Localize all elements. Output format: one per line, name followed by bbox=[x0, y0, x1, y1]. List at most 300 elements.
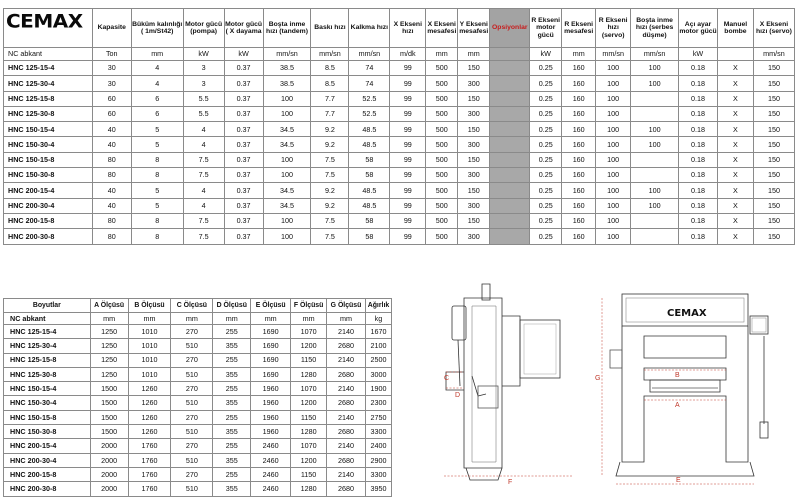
value-cell: 0.18 bbox=[679, 76, 718, 91]
value-cell: 8 bbox=[131, 152, 183, 167]
table-row bbox=[4, 91, 795, 106]
value-cell: 500 bbox=[426, 229, 458, 244]
value-cell: 300 bbox=[458, 198, 490, 213]
value-cell: 0.37 bbox=[224, 137, 263, 152]
table-row bbox=[4, 325, 392, 339]
value-cell: 100 bbox=[596, 106, 631, 121]
dimensions-header-row bbox=[4, 299, 392, 313]
value-cell: 500 bbox=[426, 106, 458, 121]
value-cell: 1960 bbox=[251, 425, 291, 439]
value-cell: 2140 bbox=[327, 467, 366, 481]
value-cell: 2460 bbox=[251, 482, 291, 496]
value-cell: 7.5 bbox=[183, 152, 224, 167]
header-cell: Motor gücü ( X dayama bbox=[224, 9, 263, 48]
value-cell: 1150 bbox=[291, 353, 327, 367]
value-cell: 355 bbox=[213, 425, 251, 439]
unit-cell: mm/sn bbox=[263, 48, 311, 61]
value-cell: 100 bbox=[263, 91, 311, 106]
value-cell: 1500 bbox=[90, 396, 128, 410]
header-cell: Y Ekseni mesafesi bbox=[458, 9, 490, 48]
value-cell: X bbox=[717, 183, 753, 198]
value-cell: 150 bbox=[458, 213, 490, 228]
value-cell: 2140 bbox=[327, 325, 366, 339]
model-cell: HNC 125-30-8 bbox=[4, 106, 93, 121]
value-cell: 2680 bbox=[327, 453, 366, 467]
model-cell: HNC 150-15-4 bbox=[4, 382, 91, 396]
value-cell: 58 bbox=[349, 229, 390, 244]
side-view-drawing bbox=[442, 276, 584, 488]
model-cell: HNC 200-30-8 bbox=[4, 229, 93, 244]
model-cell: HNC 150-30-8 bbox=[4, 168, 93, 183]
model-cell: HNC 150-15-8 bbox=[4, 152, 93, 167]
label-c: C bbox=[444, 375, 450, 382]
value-cell: 2000 bbox=[90, 482, 128, 496]
row-label-cell: NC abkant bbox=[4, 48, 93, 61]
front-view-drawing bbox=[592, 276, 797, 490]
value-cell: X bbox=[717, 61, 753, 76]
value-cell: 160 bbox=[562, 168, 596, 183]
value-cell bbox=[490, 91, 530, 106]
value-cell: 100 bbox=[263, 168, 311, 183]
value-cell: 30 bbox=[92, 76, 131, 91]
value-cell: 7.5 bbox=[183, 168, 224, 183]
table-row bbox=[4, 439, 392, 453]
value-cell: 58 bbox=[349, 168, 390, 183]
value-cell: 5 bbox=[131, 137, 183, 152]
value-cell: 0.37 bbox=[224, 183, 263, 198]
value-cell: 355 bbox=[213, 453, 251, 467]
value-cell: 510 bbox=[171, 367, 213, 381]
value-cell: 1760 bbox=[128, 453, 171, 467]
value-cell: 4 bbox=[131, 76, 183, 91]
value-cell: 7.5 bbox=[311, 229, 349, 244]
header-cell: Manuel bombe bbox=[717, 9, 753, 48]
value-cell: 99 bbox=[390, 152, 426, 167]
header-cell: B Ölçüsü bbox=[128, 299, 171, 313]
value-cell: 100 bbox=[596, 91, 631, 106]
unit-cell: Ton bbox=[92, 48, 131, 61]
value-cell: 150 bbox=[753, 137, 794, 152]
value-cell: 7.7 bbox=[311, 91, 349, 106]
value-cell: 150 bbox=[458, 122, 490, 137]
value-cell: 1200 bbox=[291, 339, 327, 353]
value-cell: 99 bbox=[390, 229, 426, 244]
table-row bbox=[4, 339, 392, 353]
table-row bbox=[4, 353, 392, 367]
value-cell: 7.5 bbox=[311, 168, 349, 183]
value-cell bbox=[631, 152, 679, 167]
value-cell: 1500 bbox=[90, 425, 128, 439]
value-cell: 1960 bbox=[251, 410, 291, 424]
value-cell: 0.25 bbox=[530, 137, 562, 152]
value-cell: 48.5 bbox=[349, 137, 390, 152]
header-cell: Kapasite bbox=[92, 9, 131, 48]
value-cell: 355 bbox=[213, 482, 251, 496]
value-cell: 160 bbox=[562, 61, 596, 76]
value-cell: 52.5 bbox=[349, 106, 390, 121]
value-cell: 160 bbox=[562, 198, 596, 213]
model-cell: HNC 125-30-4 bbox=[4, 76, 93, 91]
value-cell: 2000 bbox=[90, 439, 128, 453]
value-cell: 1070 bbox=[291, 325, 327, 339]
value-cell: 0.25 bbox=[530, 122, 562, 137]
value-cell: 270 bbox=[171, 410, 213, 424]
value-cell: 80 bbox=[92, 213, 131, 228]
value-cell: 1260 bbox=[128, 410, 171, 424]
value-cell: 60 bbox=[92, 106, 131, 121]
value-cell: 510 bbox=[171, 453, 213, 467]
value-cell: 80 bbox=[92, 152, 131, 167]
unit-cell: mm/sn bbox=[349, 48, 390, 61]
value-cell: 270 bbox=[171, 353, 213, 367]
value-cell: 0.18 bbox=[679, 152, 718, 167]
header-cell: R Ekseni hızı (servo) bbox=[596, 9, 631, 48]
value-cell: 58 bbox=[349, 152, 390, 167]
value-cell: 0.25 bbox=[530, 213, 562, 228]
table-row bbox=[4, 137, 795, 152]
value-cell: 150 bbox=[753, 183, 794, 198]
unit-cell: mm bbox=[291, 313, 327, 325]
value-cell bbox=[631, 91, 679, 106]
model-cell: HNC 125-15-8 bbox=[4, 353, 91, 367]
value-cell: 150 bbox=[753, 168, 794, 183]
value-cell: 34.5 bbox=[263, 137, 311, 152]
unit-cell: mm bbox=[327, 313, 366, 325]
value-cell: X bbox=[717, 198, 753, 213]
header-cell bbox=[4, 9, 93, 48]
value-cell: 2680 bbox=[327, 367, 366, 381]
table-row bbox=[4, 229, 795, 244]
value-cell bbox=[631, 229, 679, 244]
header-cell: Baskı hızı bbox=[311, 9, 349, 48]
value-cell: X bbox=[717, 229, 753, 244]
value-cell: 0.18 bbox=[679, 106, 718, 121]
value-cell bbox=[490, 229, 530, 244]
value-cell: 2140 bbox=[327, 382, 366, 396]
value-cell: 5 bbox=[131, 183, 183, 198]
value-cell: 2100 bbox=[365, 339, 391, 353]
value-cell: 100 bbox=[596, 137, 631, 152]
value-cell: 9.2 bbox=[311, 198, 349, 213]
value-cell: 48.5 bbox=[349, 198, 390, 213]
value-cell: 100 bbox=[631, 122, 679, 137]
table-row bbox=[4, 152, 795, 167]
table-row bbox=[4, 425, 392, 439]
value-cell: 1690 bbox=[251, 353, 291, 367]
value-cell: 1760 bbox=[128, 467, 171, 481]
value-cell: 100 bbox=[596, 183, 631, 198]
unit-cell: mm/sn bbox=[311, 48, 349, 61]
unit-cell: m/dk bbox=[390, 48, 426, 61]
value-cell bbox=[490, 183, 530, 198]
value-cell: 0.37 bbox=[224, 168, 263, 183]
value-cell: 0.25 bbox=[530, 76, 562, 91]
value-cell bbox=[631, 106, 679, 121]
value-cell: 0.18 bbox=[679, 137, 718, 152]
table-row bbox=[4, 122, 795, 137]
value-cell: 1150 bbox=[291, 410, 327, 424]
value-cell: 510 bbox=[171, 339, 213, 353]
value-cell: 1250 bbox=[90, 339, 128, 353]
value-cell: 500 bbox=[426, 122, 458, 137]
value-cell: 0.18 bbox=[679, 168, 718, 183]
header-cell: Boşta inme hızı (serbes düşme) bbox=[631, 9, 679, 48]
value-cell: 40 bbox=[92, 198, 131, 213]
unit-cell: kW bbox=[530, 48, 562, 61]
unit-cell: kW bbox=[224, 48, 263, 61]
model-cell: HNC 125-15-4 bbox=[4, 325, 91, 339]
model-cell: HNC 200-30-4 bbox=[4, 198, 93, 213]
value-cell: 99 bbox=[390, 137, 426, 152]
header-cell: Boşta inme hızı (tandem) bbox=[263, 9, 311, 48]
value-cell: 1690 bbox=[251, 339, 291, 353]
value-cell: 270 bbox=[171, 467, 213, 481]
table-row bbox=[4, 410, 392, 424]
value-cell: 1280 bbox=[291, 425, 327, 439]
value-cell: 100 bbox=[631, 76, 679, 91]
units-row bbox=[4, 48, 795, 61]
header-cell: C Ölçüsü bbox=[171, 299, 213, 313]
value-cell: 150 bbox=[458, 91, 490, 106]
unit-cell: mm/sn bbox=[596, 48, 631, 61]
value-cell: 2460 bbox=[251, 453, 291, 467]
value-cell: 300 bbox=[458, 106, 490, 121]
header-cell: Motor gücü (pompa) bbox=[183, 9, 224, 48]
value-cell: 0.37 bbox=[224, 152, 263, 167]
model-cell: HNC 125-15-4 bbox=[4, 61, 93, 76]
value-cell: 255 bbox=[213, 382, 251, 396]
value-cell: 99 bbox=[390, 122, 426, 137]
value-cell: 100 bbox=[631, 137, 679, 152]
value-cell: 0.37 bbox=[224, 76, 263, 91]
value-cell: 2000 bbox=[90, 453, 128, 467]
value-cell: 0.25 bbox=[530, 168, 562, 183]
header-cell: R Ekseni mesafesi bbox=[562, 9, 596, 48]
value-cell: 100 bbox=[596, 213, 631, 228]
value-cell: 99 bbox=[390, 106, 426, 121]
value-cell: 1070 bbox=[291, 382, 327, 396]
value-cell: 1010 bbox=[128, 367, 171, 381]
value-cell bbox=[490, 61, 530, 76]
unit-cell: mm/sn bbox=[631, 48, 679, 61]
value-cell: 38.5 bbox=[263, 76, 311, 91]
value-cell: 4 bbox=[183, 183, 224, 198]
table-row bbox=[4, 367, 392, 381]
model-cell: HNC 125-30-4 bbox=[4, 339, 91, 353]
value-cell: 6 bbox=[131, 91, 183, 106]
value-cell: X bbox=[717, 152, 753, 167]
value-cell bbox=[490, 76, 530, 91]
value-cell: 500 bbox=[426, 198, 458, 213]
value-cell: 1250 bbox=[90, 353, 128, 367]
value-cell: 300 bbox=[458, 137, 490, 152]
value-cell: 2400 bbox=[365, 439, 391, 453]
value-cell: 0.18 bbox=[679, 213, 718, 228]
unit-cell: kg bbox=[365, 313, 391, 325]
value-cell: 1150 bbox=[291, 467, 327, 481]
unit-cell: mm bbox=[171, 313, 213, 325]
value-cell: 3 bbox=[183, 61, 224, 76]
value-cell: 80 bbox=[92, 168, 131, 183]
value-cell: 100 bbox=[596, 76, 631, 91]
value-cell: 500 bbox=[426, 168, 458, 183]
unit-cell: mm bbox=[128, 313, 171, 325]
value-cell: 510 bbox=[171, 482, 213, 496]
value-cell: 1960 bbox=[251, 382, 291, 396]
value-cell: 500 bbox=[426, 183, 458, 198]
header-cell: A Ölçüsü bbox=[90, 299, 128, 313]
value-cell: 255 bbox=[213, 410, 251, 424]
value-cell: 1200 bbox=[291, 453, 327, 467]
value-cell: 300 bbox=[458, 229, 490, 244]
value-cell: 74 bbox=[349, 61, 390, 76]
value-cell: 99 bbox=[390, 213, 426, 228]
value-cell: 255 bbox=[213, 325, 251, 339]
value-cell bbox=[631, 213, 679, 228]
value-cell: 0.25 bbox=[530, 183, 562, 198]
value-cell: 1250 bbox=[90, 325, 128, 339]
label-f: F bbox=[508, 479, 513, 486]
value-cell: 160 bbox=[562, 76, 596, 91]
value-cell: 2140 bbox=[327, 439, 366, 453]
value-cell: X bbox=[717, 137, 753, 152]
value-cell: 150 bbox=[753, 198, 794, 213]
value-cell: 74 bbox=[349, 76, 390, 91]
value-cell: 150 bbox=[753, 76, 794, 91]
value-cell: 0.25 bbox=[530, 106, 562, 121]
value-cell: 300 bbox=[458, 76, 490, 91]
value-cell: 150 bbox=[753, 122, 794, 137]
logo-text: CEMAX bbox=[6, 9, 83, 33]
value-cell: 255 bbox=[213, 467, 251, 481]
value-cell: 1280 bbox=[291, 482, 327, 496]
model-cell: HNC 150-15-8 bbox=[4, 410, 91, 424]
header-cell: Açı ayar motor gücü bbox=[679, 9, 718, 48]
value-cell: 2680 bbox=[327, 339, 366, 353]
value-cell: 100 bbox=[263, 106, 311, 121]
value-cell: 160 bbox=[562, 91, 596, 106]
value-cell: 100 bbox=[631, 183, 679, 198]
model-cell: HNC 200-30-4 bbox=[4, 453, 91, 467]
model-cell: HNC 125-30-8 bbox=[4, 367, 91, 381]
value-cell: 1900 bbox=[365, 382, 391, 396]
value-cell: 150 bbox=[753, 91, 794, 106]
value-cell: 3300 bbox=[365, 425, 391, 439]
value-cell: 3300 bbox=[365, 467, 391, 481]
value-cell: 4 bbox=[131, 61, 183, 76]
model-cell: HNC 150-30-8 bbox=[4, 425, 91, 439]
value-cell: 48.5 bbox=[349, 122, 390, 137]
model-cell: HNC 200-15-8 bbox=[4, 467, 91, 481]
value-cell: X bbox=[717, 122, 753, 137]
value-cell: 100 bbox=[263, 213, 311, 228]
value-cell: 48.5 bbox=[349, 183, 390, 198]
value-cell: 160 bbox=[562, 122, 596, 137]
value-cell: 0.25 bbox=[530, 91, 562, 106]
value-cell: 100 bbox=[263, 229, 311, 244]
header-cell: X Ekseni hızı bbox=[390, 9, 426, 48]
value-cell: 2900 bbox=[365, 453, 391, 467]
value-cell: 160 bbox=[562, 152, 596, 167]
value-cell bbox=[490, 122, 530, 137]
value-cell: 2460 bbox=[251, 467, 291, 481]
value-cell: 1960 bbox=[251, 396, 291, 410]
value-cell: 7.7 bbox=[311, 106, 349, 121]
value-cell: 1250 bbox=[90, 367, 128, 381]
value-cell: 6 bbox=[131, 106, 183, 121]
value-cell: 60 bbox=[92, 91, 131, 106]
label-g: G bbox=[595, 375, 601, 382]
value-cell: 4 bbox=[183, 137, 224, 152]
value-cell: 3000 bbox=[365, 367, 391, 381]
value-cell: 2460 bbox=[251, 439, 291, 453]
value-cell: 1690 bbox=[251, 367, 291, 381]
value-cell: 500 bbox=[426, 137, 458, 152]
value-cell: 270 bbox=[171, 382, 213, 396]
value-cell: 2750 bbox=[365, 410, 391, 424]
value-cell: 30 bbox=[92, 61, 131, 76]
value-cell: 500 bbox=[426, 152, 458, 167]
value-cell: 100 bbox=[631, 198, 679, 213]
value-cell: 1200 bbox=[291, 396, 327, 410]
value-cell: 34.5 bbox=[263, 122, 311, 137]
header-cell: Opsiyonlar bbox=[490, 9, 530, 48]
value-cell: 52.5 bbox=[349, 91, 390, 106]
value-cell: 150 bbox=[753, 152, 794, 167]
value-cell: 8.5 bbox=[311, 61, 349, 76]
row-label-cell: NC abkant bbox=[4, 313, 91, 325]
value-cell: 0.18 bbox=[679, 183, 718, 198]
unit-cell: mm bbox=[90, 313, 128, 325]
value-cell: 3950 bbox=[365, 482, 391, 496]
value-cell: 0.37 bbox=[224, 198, 263, 213]
value-cell: 100 bbox=[631, 61, 679, 76]
value-cell: 7.5 bbox=[311, 152, 349, 167]
value-cell: 0.37 bbox=[224, 213, 263, 228]
unit-cell: mm bbox=[562, 48, 596, 61]
value-cell: 150 bbox=[753, 106, 794, 121]
value-cell: 0.37 bbox=[224, 61, 263, 76]
label-b: B bbox=[675, 372, 680, 379]
value-cell: 160 bbox=[562, 213, 596, 228]
value-cell: 58 bbox=[349, 213, 390, 228]
unit-cell: mm bbox=[131, 48, 183, 61]
table-row bbox=[4, 183, 795, 198]
unit-cell: kW bbox=[183, 48, 224, 61]
value-cell: 0.18 bbox=[679, 198, 718, 213]
table-row bbox=[4, 213, 795, 228]
value-cell: 80 bbox=[92, 229, 131, 244]
model-cell: HNC 200-15-4 bbox=[4, 183, 93, 198]
table-row bbox=[4, 106, 795, 121]
value-cell: 2140 bbox=[327, 353, 366, 367]
value-cell: X bbox=[717, 91, 753, 106]
header-cell: D Ölçüsü bbox=[213, 299, 251, 313]
specs-table bbox=[3, 8, 795, 245]
value-cell: 1690 bbox=[251, 325, 291, 339]
value-cell: 99 bbox=[390, 91, 426, 106]
value-cell: 0.18 bbox=[679, 61, 718, 76]
value-cell: 34.5 bbox=[263, 198, 311, 213]
header-cell: E Ölçüsü bbox=[251, 299, 291, 313]
value-cell: X bbox=[717, 106, 753, 121]
value-cell: 2140 bbox=[327, 410, 366, 424]
value-cell: 160 bbox=[562, 183, 596, 198]
value-cell: 1280 bbox=[291, 367, 327, 381]
value-cell: 160 bbox=[562, 229, 596, 244]
value-cell bbox=[631, 168, 679, 183]
value-cell: 160 bbox=[562, 106, 596, 121]
